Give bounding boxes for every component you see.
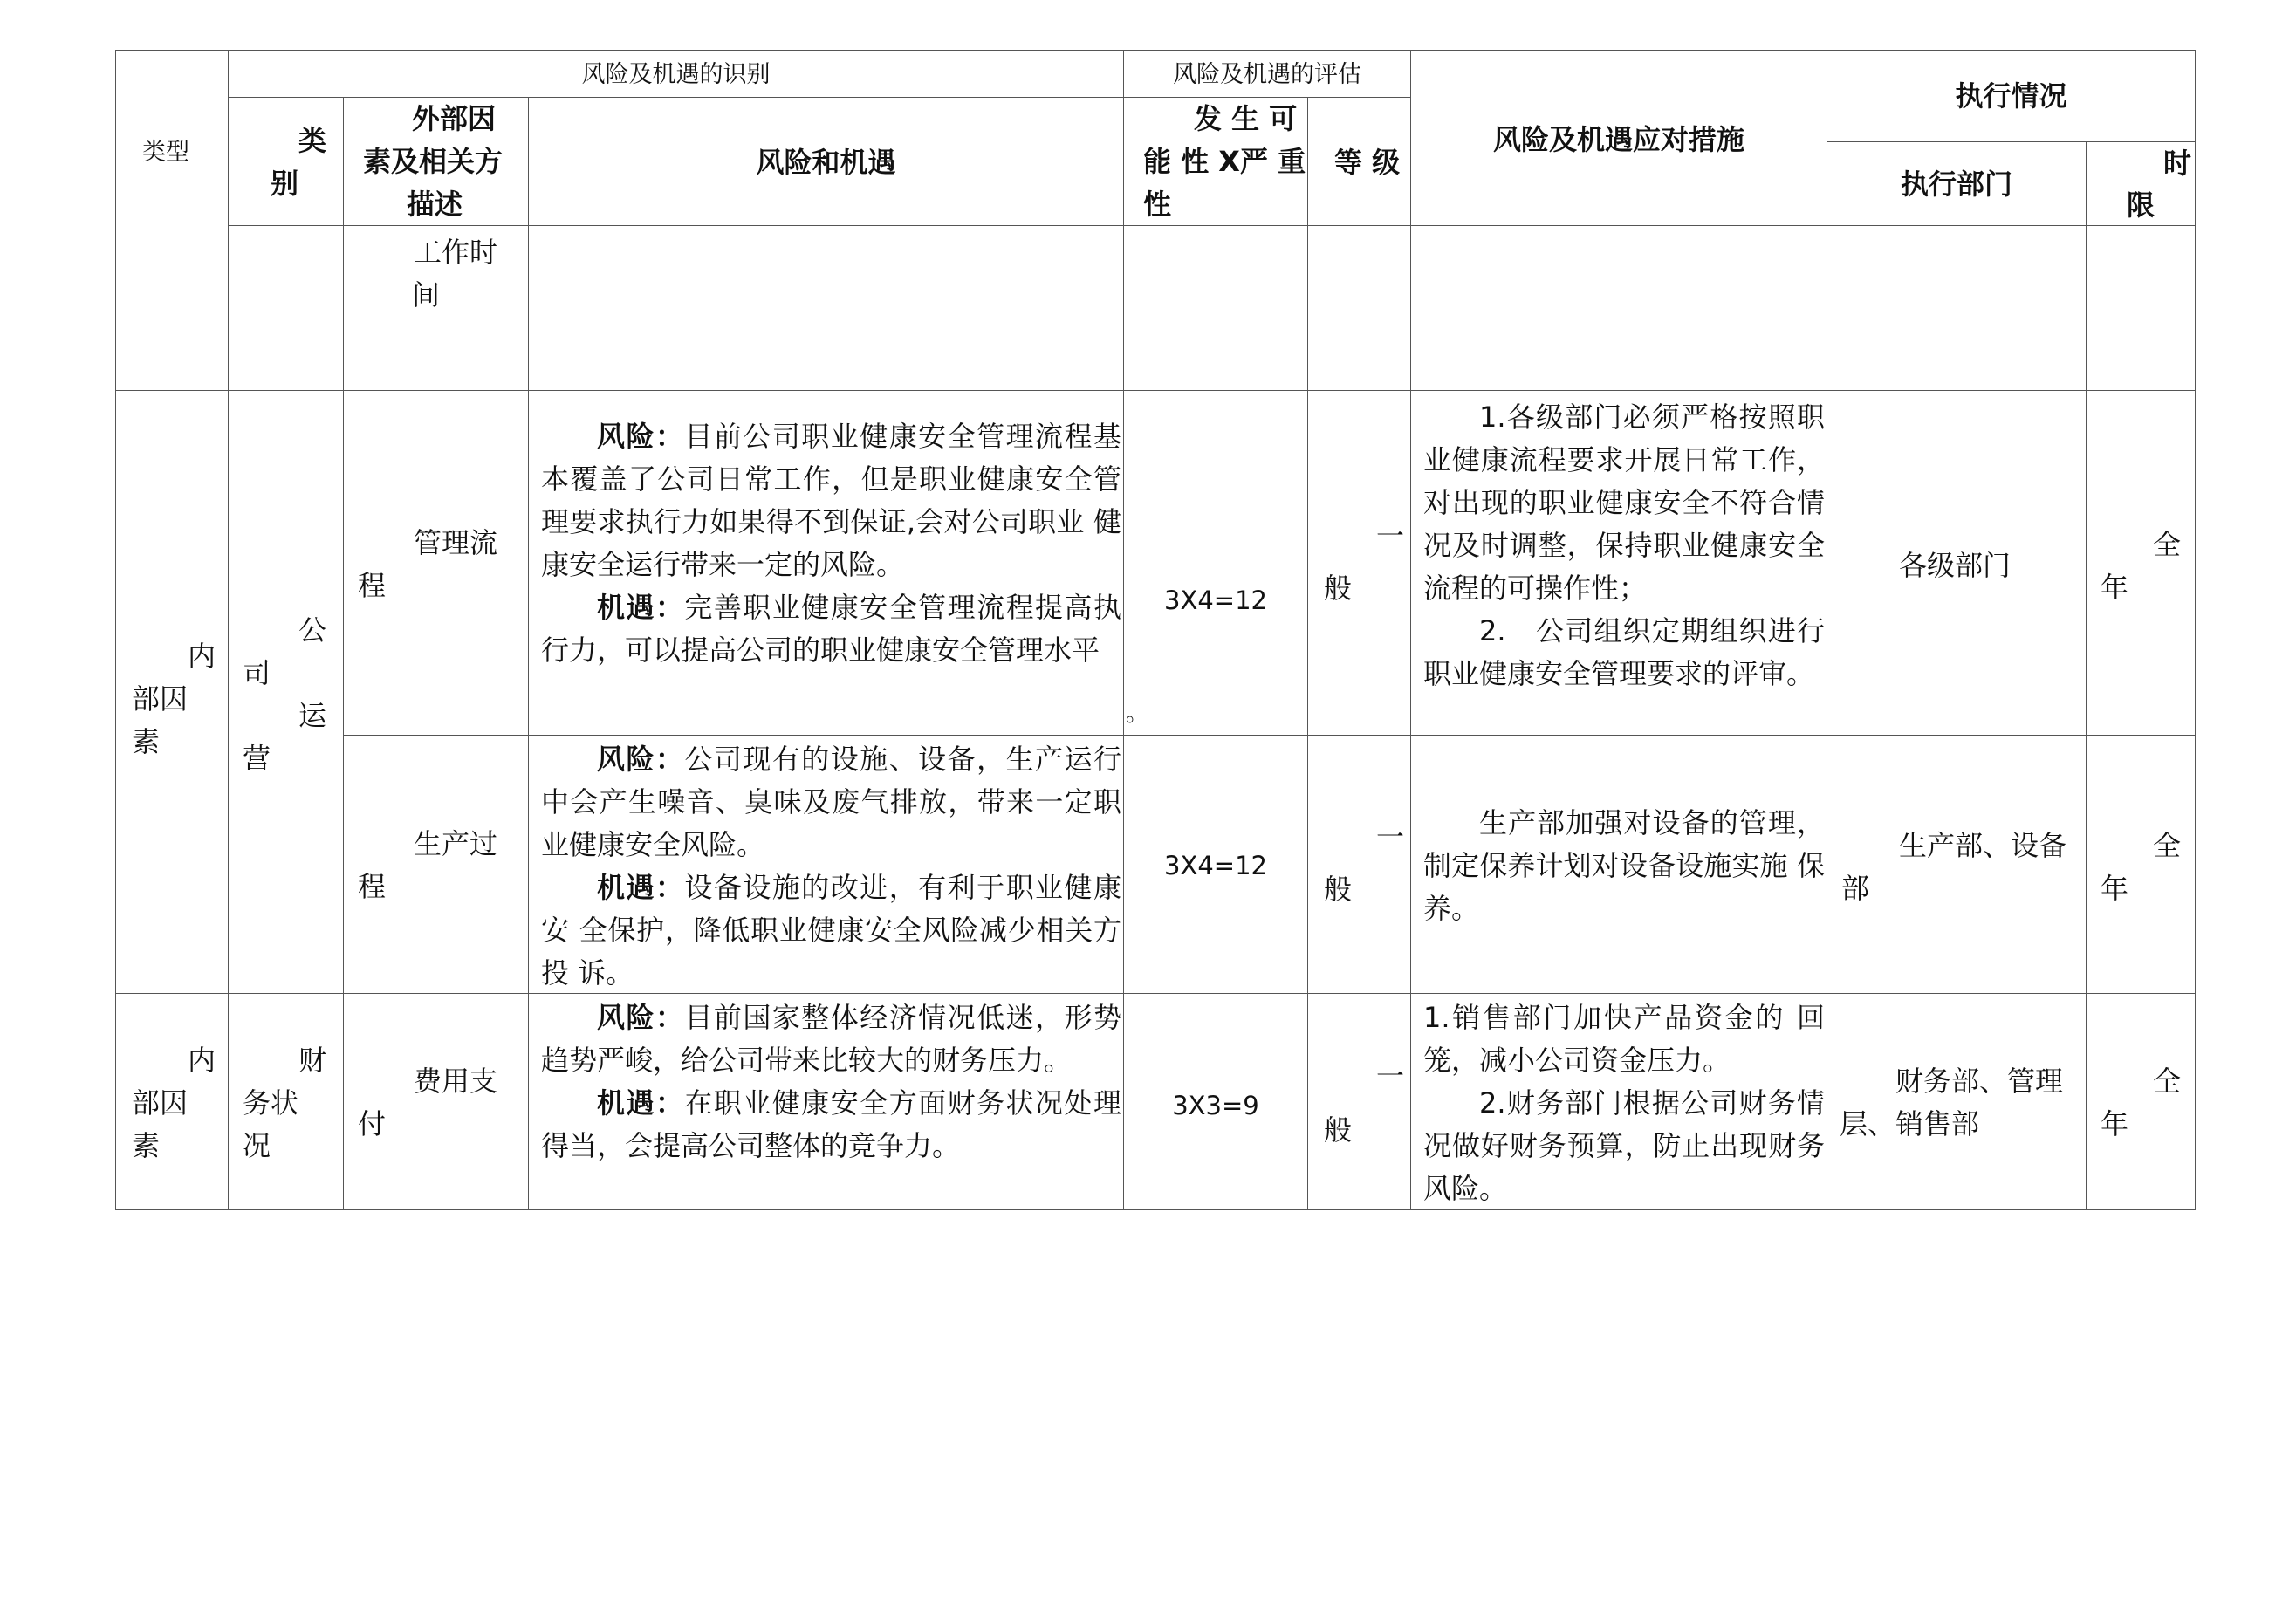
row0-risk (528, 225, 1124, 391)
row3-level-line: 般 (1324, 1113, 1353, 1147)
row1-dept-label: 各级部门 (1899, 549, 2012, 582)
row2-factor (343, 735, 529, 994)
row3-type-line: 素 (132, 1129, 161, 1162)
measure-item: 1.各级部门必须严格按照职业健康流程要求开展日常工作，对出现的职业健康安全不符合情况及时调整，保持职业健康安全流程的可操作性； (1423, 401, 1825, 605)
header-assessment-label: 风险及机遇的评估 (1173, 61, 1361, 88)
row2-level-line: 一 (1376, 820, 1405, 853)
row1-type (115, 390, 229, 994)
header-level (1307, 97, 1411, 226)
row3-type-line: 部因 (132, 1086, 188, 1120)
header-deadline-line: 时 (2163, 147, 2192, 180)
header-identification-label: 风险及机遇的识别 (581, 61, 771, 88)
row3-dept (1827, 993, 2087, 1210)
header-assessment (1123, 50, 1411, 98)
opportunity-label: 机遇： (597, 1086, 685, 1120)
risk-label: 风险： (597, 1001, 685, 1034)
row2-dept-line: 生产部、设备 (1899, 829, 2067, 862)
opportunity-description: 完善职业健康安全管理流程提高执 行力，可以提高公司的职业健康安全管理水平 (541, 591, 1121, 667)
row0-measures (1410, 225, 1827, 391)
row3-risk-text (541, 996, 1121, 1168)
row0-category (228, 225, 344, 391)
row1-measures-text (1423, 396, 1825, 695)
row1-level-line: 般 (1324, 572, 1353, 605)
row3-type (115, 993, 229, 1210)
row1-risk-opportunity (528, 390, 1124, 736)
row3-deadline-line: 年 (2101, 1107, 2129, 1140)
row3-category (228, 993, 344, 1210)
row3-type-line: 内 (188, 1044, 216, 1077)
row3-level (1307, 993, 1411, 1210)
header-factor-line: 描述 (407, 188, 463, 221)
row3-deadline-line: 全 (2153, 1065, 2182, 1098)
row1-deadline-line: 年 (2101, 571, 2129, 604)
row1-score (1123, 390, 1308, 736)
risk-description: 目前公司职业健康安全管理流程基 本覆盖了公司日常工作，但是职业健康安全管 理要求执行力如果得不到保证,会对公司职业 健康安全运行带来一定的风险。 (541, 420, 1121, 581)
row3-category-line: 财 (298, 1044, 327, 1077)
header-risk-opportunity-label: 风险和机遇 (756, 146, 896, 179)
row1-measures (1410, 390, 1827, 736)
row3-factor-line: 付 (358, 1107, 387, 1140)
row3-measures-text (1423, 996, 1825, 1210)
row2-deadline-line: 全 (2153, 829, 2182, 862)
row0-dept (1827, 225, 2087, 391)
header-exec-dept (1827, 141, 2087, 226)
row1-factor (343, 390, 529, 736)
header-risk-opportunity (528, 97, 1124, 226)
row2-level-line: 般 (1324, 873, 1353, 906)
row3-deadline (2086, 993, 2196, 1210)
header-execution-label: 执行情况 (1955, 79, 2067, 113)
header-level-label: 等 级 (1334, 146, 1401, 179)
row0-factor-line: 间 (412, 278, 441, 312)
row0-factor (343, 225, 529, 391)
row3-dept-line: 财务部、管理 (1895, 1065, 2064, 1098)
risk-description: 目前国家整体经济情况低迷，形势 趋势严峻，给公司带来比较大的财务压力。 (541, 1001, 1121, 1077)
row2-score (1123, 735, 1308, 994)
row1-category-line: 运 (298, 699, 327, 732)
row1-type-line: 部因 (132, 682, 188, 716)
header-measures (1410, 50, 1827, 226)
row3-measures (1410, 993, 1827, 1210)
row2-factor-line: 程 (358, 870, 387, 903)
row1-dept (1827, 390, 2087, 736)
header-category-line: 别 (271, 167, 299, 200)
row0-score (1123, 225, 1308, 391)
measure-item: 1.销售部门加快产品资金的 回笼，减小公司资金压力。 (1423, 1001, 1825, 1077)
row0-factor-line: 工作时 (414, 236, 498, 269)
row3-risk-opportunity (528, 993, 1124, 1210)
row2-dept-line: 部 (1841, 872, 1870, 905)
row2-level (1307, 735, 1411, 994)
row2-risk-text (541, 738, 1121, 995)
row2-factor-line: 生产过 (414, 827, 498, 860)
row3-score-value: 3X3=9 (1172, 1091, 1259, 1120)
row1-deadline-line: 全 (2153, 528, 2182, 561)
row2-measures-text (1423, 802, 1825, 930)
opportunity-description: 在职业健康安全方面财务状况处理 得当，会提高公司整体的竞争力。 (541, 1086, 1121, 1162)
row1-category (228, 390, 344, 994)
header-likelihood-line: 性 (1143, 188, 1172, 221)
header-likelihood-line: 能 性 X严 重 (1143, 145, 1306, 178)
header-likelihood (1123, 97, 1308, 226)
row3-factor-line: 费用支 (414, 1065, 498, 1098)
row1-risk-text (541, 415, 1121, 672)
row1-score-value: 3X4=12 (1164, 586, 1267, 615)
row1-level (1307, 390, 1411, 736)
measure-item: 生产部加强对设备的管理，制定保养计划对设备设施实施 保养。 (1423, 806, 1825, 925)
row3-factor (343, 993, 529, 1210)
row1-category-line: 司 (243, 656, 271, 689)
row3-level-line: 一 (1376, 1059, 1405, 1092)
row2-deadline (2086, 735, 2196, 994)
header-deadline (2086, 141, 2196, 226)
row1-type-line: 内 (188, 640, 216, 673)
row3-category-line: 况 (243, 1129, 271, 1162)
row2-score-value: 3X4=12 (1164, 851, 1267, 880)
header-category (228, 97, 344, 226)
opportunity-description: 设备设施的改进，有利于职业健康安 全保护，降低职业健康安全风险减少相关方投 诉。 (541, 871, 1121, 990)
header-type (115, 50, 229, 391)
risk-label: 风险： (597, 420, 685, 453)
header-exec-dept-label: 执行部门 (1900, 168, 2012, 201)
row1-deadline (2086, 390, 2196, 736)
row3-dept-line: 层、销售部 (1840, 1107, 1980, 1140)
measure-item: 2. 公司组织定期组织进行 职业健康安全管理要求的评审。 (1423, 614, 1825, 690)
header-factor-line: 素及相关方 (363, 145, 504, 178)
header-likelihood-line: 发 生 可 (1194, 102, 1298, 135)
header-measures-label: 风险及机遇应对措施 (1492, 123, 1744, 156)
row1-score-tail: 。 (1126, 701, 1149, 727)
row2-measures (1410, 735, 1827, 994)
header-category-line: 类 (298, 124, 327, 157)
opportunity-label: 机遇： (597, 591, 685, 624)
risk-label: 风险： (597, 743, 685, 776)
header-factor-line: 外部因 (412, 102, 497, 135)
row1-category-line: 营 (243, 742, 271, 775)
opportunity-label: 机遇： (597, 871, 685, 904)
row1-category-line: 公 (298, 613, 327, 647)
row1-factor-line: 程 (358, 569, 387, 602)
row1-type-line: 素 (132, 725, 161, 758)
row0-deadline (2086, 225, 2196, 391)
header-type-label: 类型 (142, 139, 189, 166)
header-deadline-line: 限 (2127, 188, 2155, 222)
row2-dept (1827, 735, 2087, 994)
row0-level (1307, 225, 1411, 391)
row1-factor-line: 管理流 (414, 526, 498, 559)
header-factor (343, 97, 529, 226)
row1-level-line: 一 (1376, 519, 1405, 552)
row3-score (1123, 993, 1308, 1210)
row3-category-line: 务状 (243, 1086, 299, 1120)
row2-risk-opportunity (528, 735, 1124, 994)
risk-description: 公司现有的设施、设备，生产运行 中会产生噪音、臭味及废气排放，带来一定职 业健康安全风险。 (541, 743, 1121, 861)
measure-item: 2.财务部门根据公司财务情况做好财务预算，防止出现财务风险。 (1423, 1086, 1825, 1205)
header-identification (228, 50, 1124, 98)
row2-deadline-line: 年 (2101, 872, 2129, 905)
header-execution (1827, 50, 2196, 142)
